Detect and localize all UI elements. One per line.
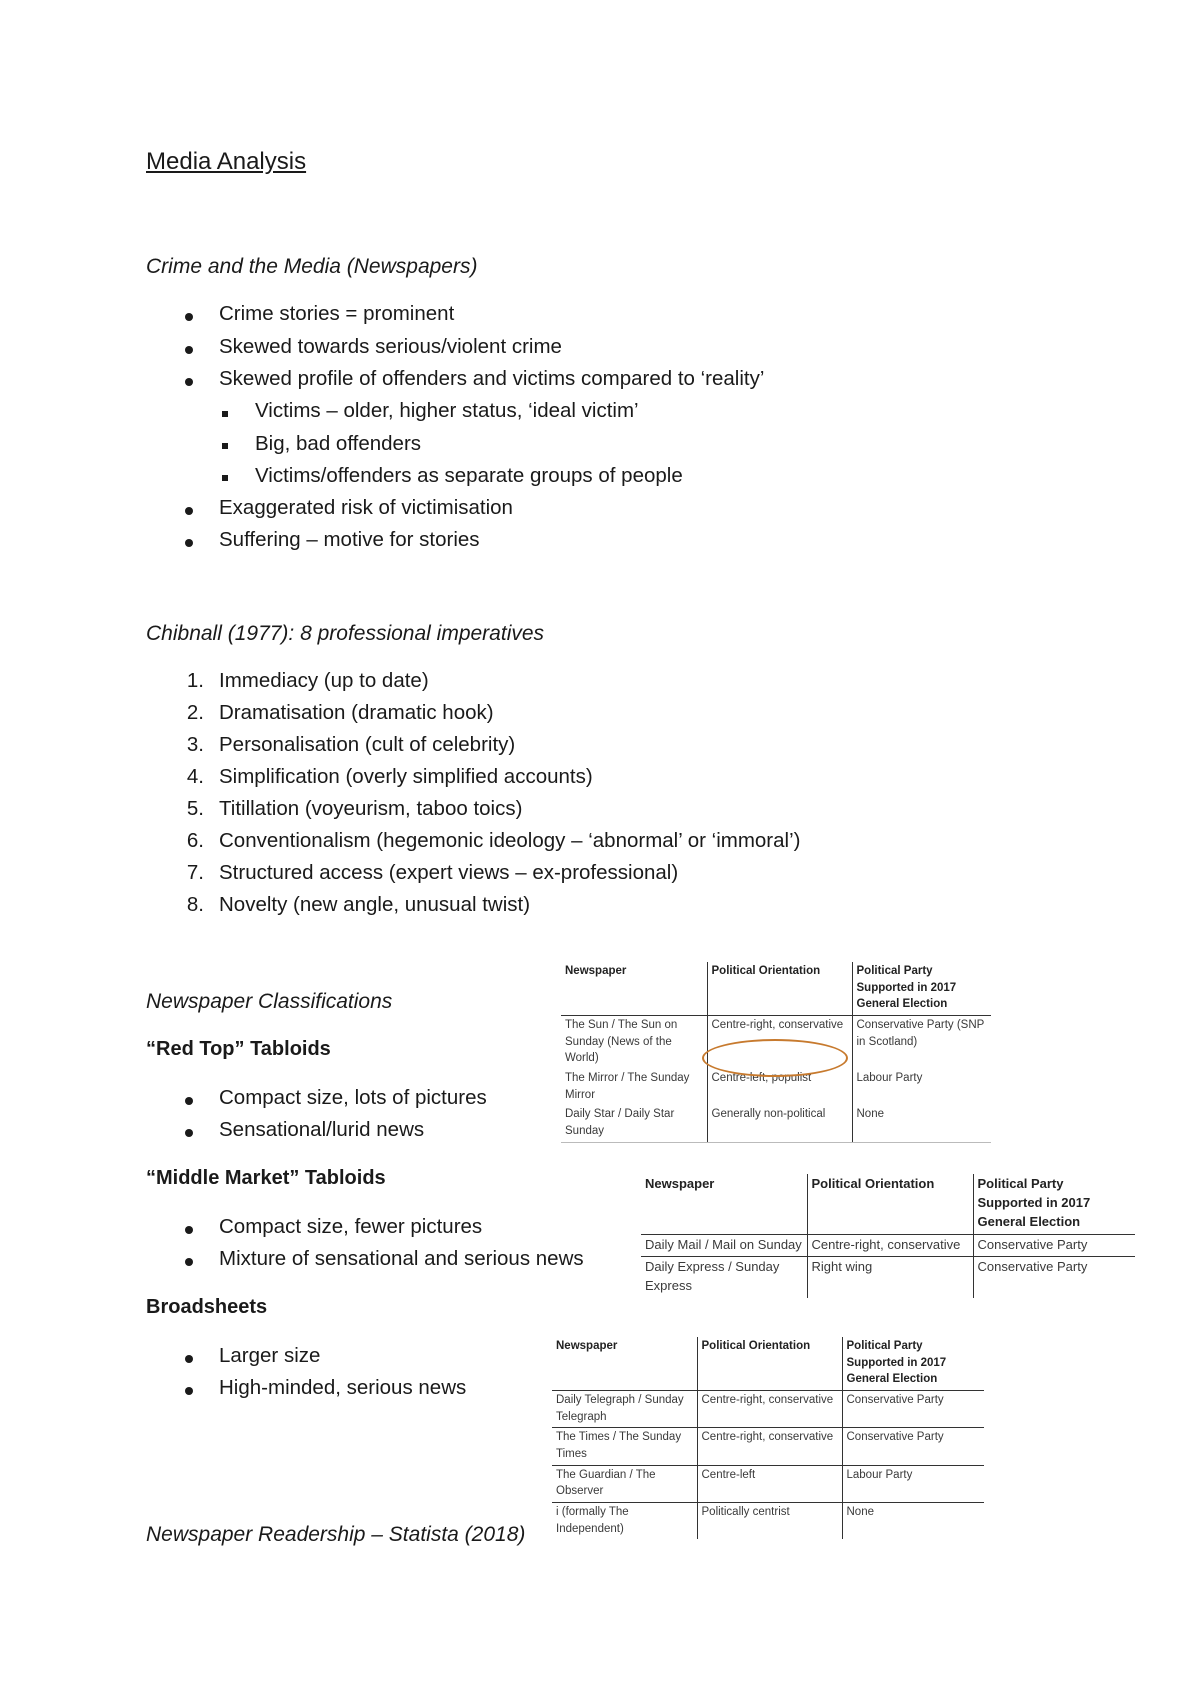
list-item: Victims/offenders as separate groups of people [255, 464, 683, 487]
bullet-icon [185, 378, 193, 386]
list-item: Skewed towards serious/violent crime [219, 335, 562, 358]
bullet-icon [185, 539, 193, 547]
table-cell: Daily Telegraph / Sunday Telegraph [552, 1391, 697, 1428]
list-item: Crime stories = prominent [219, 302, 455, 325]
list-item: Titillation (voyeurism, taboo toics) [219, 797, 523, 820]
table-cell: The Mirror / The Sunday Mirror [565, 1072, 690, 1101]
list-item: Dramatisation (dramatic hook) [219, 701, 494, 724]
list-item: Immediacy (up to date) [219, 669, 429, 692]
list-item: Mixture of sensational and serious news [219, 1247, 584, 1270]
table-cell: Conservative Party (SNP in Scotland) [852, 1016, 991, 1070]
table-cell: Centre-right, conservative [697, 1428, 842, 1465]
bullet-icon [185, 1258, 193, 1266]
table-row [641, 1257, 1135, 1298]
col-header-party: Political Party Supported in 2017 General Election [842, 1337, 984, 1391]
table-row [552, 1428, 984, 1465]
list-item: Personalisation (cult of celebrity) [219, 733, 516, 756]
table-cell: Centre-right, conservative [807, 1234, 973, 1257]
bullet-icon [185, 1355, 193, 1363]
list-item: Suffering – motive for stories [219, 528, 480, 551]
table-row [561, 1105, 991, 1142]
table-row [641, 1234, 1135, 1257]
table-cell: Centre-right, conservative [697, 1391, 842, 1428]
table-cell: Conservative Party [842, 1391, 984, 1428]
table-cell: Daily Star / Daily Star Sunday [561, 1105, 707, 1142]
table-cell: Centre-right, conservative [707, 1016, 852, 1070]
table-cell: The Sun / The Sun on Sunday (News of the World) [565, 1019, 678, 1065]
list-number: 5. [186, 797, 204, 820]
bullet-icon [185, 1226, 193, 1234]
table-cell: The Guardian / The Observer [552, 1465, 697, 1502]
col-header-orientation: Political Orientation [807, 1174, 973, 1234]
list-item: Novelty (new angle, unusual twist) [219, 893, 531, 916]
list-item: Larger size [219, 1344, 321, 1367]
list-item: Skewed profile of offenders and victims compared to ‘reality’ [219, 367, 765, 390]
table-row [552, 1391, 984, 1428]
list-number: 6. [186, 829, 204, 852]
col-header-party: Political Party Supported in 2017 General Election [973, 1174, 1135, 1234]
table-cell: Conservative Party [973, 1234, 1135, 1257]
list-item: Simplification (overly simplified accounts) [219, 765, 593, 788]
table-cell: Centre-left, populist [707, 1069, 852, 1105]
chibnall-heading: Chibnall (1977): 8 professional imperatives [146, 622, 545, 645]
table-cell: None [842, 1503, 984, 1540]
classifications-heading: Newspaper Classifications [146, 990, 393, 1013]
table-cell: Daily Express / Sunday Express [645, 1259, 780, 1294]
table-cell: None [852, 1105, 991, 1142]
list-number: 1. [186, 669, 204, 692]
middle-market-heading: “Middle Market” Tabloids [146, 1167, 386, 1189]
col-header-orientation: Political Orientation [707, 962, 852, 1016]
bullet-icon [185, 313, 193, 321]
table-cell: i (formally The Independent) [556, 1506, 629, 1535]
square-bullet-icon [222, 443, 228, 449]
col-header-party: Political Party Supported in 2017 General Election [852, 962, 991, 1016]
list-item: Victims – older, higher status, ‘ideal victim’ [255, 399, 639, 422]
list-item: Sensational/lurid news [219, 1118, 425, 1141]
bullet-icon [185, 1097, 193, 1105]
table-cell: Politically centrist [697, 1503, 842, 1540]
table-cell: Right wing [807, 1257, 973, 1298]
red-top-heading: “Red Top” Tabloids [146, 1038, 331, 1060]
table-cell: The Times / The Sunday Times [552, 1428, 697, 1465]
table-cell: Conservative Party [973, 1257, 1135, 1298]
bullet-icon [185, 1129, 193, 1137]
page-title: Media Analysis [146, 148, 307, 175]
readership-heading: Newspaper Readership – Statista (2018) [146, 1523, 526, 1546]
bullet-icon [185, 346, 193, 354]
list-item: Big, bad offenders [255, 432, 422, 455]
table-cell: Daily Mail / Mail on Sunday [641, 1234, 807, 1257]
square-bullet-icon [222, 411, 228, 417]
hand-drawn-circle-annotation [702, 1039, 848, 1077]
list-item: High-minded, serious news [219, 1376, 467, 1399]
col-header-newspaper: Newspaper [561, 962, 707, 1016]
table-row [552, 1465, 984, 1502]
col-header-newspaper: Newspaper [641, 1174, 807, 1234]
table-cell: Conservative Party [842, 1428, 984, 1465]
crime-section-heading: Crime and the Media (Newspapers) [146, 255, 478, 278]
square-bullet-icon [222, 475, 228, 481]
broadsheets-heading: Broadsheets [146, 1296, 268, 1318]
table-cell: Generally non-political [707, 1105, 852, 1142]
middle-market-table [641, 1174, 1135, 1298]
list-item: Structured access (expert views – ex-professional) [219, 861, 679, 884]
list-number: 4. [186, 765, 204, 788]
list-item: Compact size, fewer pictures [219, 1215, 483, 1238]
bullet-icon [185, 507, 193, 515]
col-header-orientation: Political Orientation [697, 1337, 842, 1391]
list-number: 7. [186, 861, 204, 884]
list-number: 8. [186, 893, 204, 916]
table-cell: Labour Party [852, 1069, 991, 1105]
list-item: Compact size, lots of pictures [219, 1086, 487, 1109]
table-cell: Labour Party [842, 1465, 984, 1502]
table-row [552, 1503, 984, 1540]
col-header-newspaper: Newspaper [552, 1337, 697, 1391]
list-item: Conventionalism (hegemonic ideology – ‘abnormal’ or ‘immoral’) [219, 829, 801, 852]
table-cell: Centre-left [697, 1465, 842, 1502]
bullet-icon [185, 1387, 193, 1395]
broadsheets-table [552, 1337, 984, 1539]
list-number: 2. [186, 701, 204, 724]
list-item: Exaggerated risk of victimisation [219, 496, 513, 519]
list-number: 3. [186, 733, 204, 756]
